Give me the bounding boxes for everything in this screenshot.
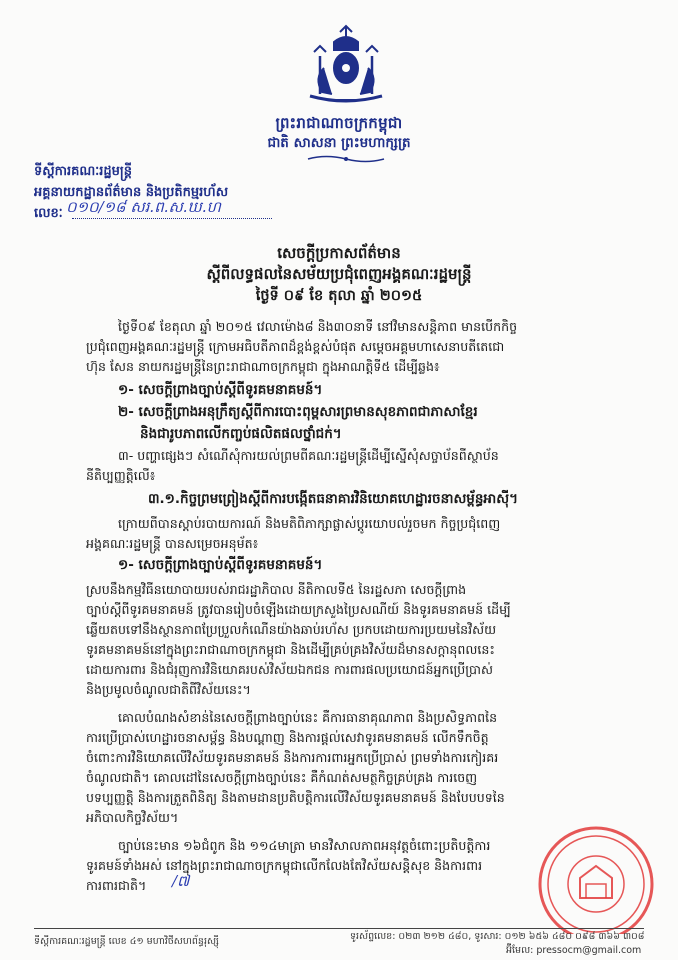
body-line: និងប្រមូលចំណូលជាតិពីវិស័យនេះ។ bbox=[86, 682, 251, 697]
discussion-line: ក្រោយពីបានស្ដាប់របាយការណ៍ និងមតិពិភាក្សាផ្លាស់ប្ដូរយោបល់រួចមក កិច្ចប្រជុំពេញ bbox=[118, 516, 501, 531]
body-line: អភិបាលកិច្ចវិស័យ។ bbox=[86, 810, 179, 825]
body-line: ស្របនឹងកម្មវិធីនយោបាយរបស់រាជរដ្ឋាភិបាល នីតិកាលទី៥ នៃរដ្ឋសភា សេចក្ដីព្រាង bbox=[86, 582, 467, 597]
intro-line: ប្រជុំពេញអង្គគណៈរដ្ឋមន្ត្រី ក្រោមអធិបតីភាពដ៏ខ្ពង់ខ្ពស់បំផុត សម្ដេចអគ្គមហាសេនាបតីតេជោ bbox=[86, 339, 505, 354]
intro-line: ហ៊ុន សែន នាយករដ្ឋមន្ត្រីនៃព្រះរាជាណាចក្រកម្ពុជា ក្នុងអាណត្តិទី៥ ដើម្បីឆ្លង៖ bbox=[86, 359, 440, 374]
body-line: ទូរគមនាគមន៍នៅក្នុងព្រះរាជាណាចក្រកម្ពុជា និងដើម្បីគ្រប់គ្រងវិស័យដ៏មានសក្ដានុពលនេះ bbox=[86, 642, 495, 657]
body-line: បទប្បញ្ញត្តិ និងការត្រួតពិនិត្យ និងតាមដានប្រតិបត្តិការលើវិស័យទូរគមនាគមន៍ និងបែបបទនៃ bbox=[86, 790, 505, 805]
kingdom-heading: ព្រះរាជាណាចក្រកម្ពុជា bbox=[275, 114, 403, 132]
agenda-item: នីតិប្បញ្ញត្តិលើ៖ bbox=[86, 468, 156, 483]
footer-address: ទីស្ដីការគណៈរដ្ឋមន្ត្រី លេខ ៤១ មហាវិថីសហព័ន្ធរុស្ស៊ី bbox=[34, 936, 219, 947]
agenda-item: ៣- បញ្ហាផ្សេងៗ សំណើសុំការយល់ព្រមពីគណៈរដ្ឋមន្ត្រីដើម្បីស្នើសុំសច្ចាប័នពីស្ថាប័ន bbox=[118, 448, 499, 463]
document-title: សេចក្ដីប្រកាសព័ត៌មាន bbox=[277, 244, 401, 262]
decision-heading: ១- សេចក្ដីព្រាងច្បាប់ស្ដីពីទូរគមនាគមន៍។ bbox=[118, 557, 323, 573]
body-line: ច្បាប់ស្ដីពីទូរគមនាគមន៍ ត្រូវបានរៀបចំឡើងដោយក្រសួងប្រៃសណីយ៍ និងទូរគមនាគមន៍ ដើម្បី bbox=[86, 602, 511, 617]
body-line: ដោយការពារ និងជំរុញការវិនិយោគរបស់វិស័យឯកជន ការពារផលប្រយោជន៍អ្នកប្រើប្រាស់ bbox=[86, 662, 493, 677]
body-line: ឆ្លើយតបទៅនឹងស្ថានភាពប្រែប្រួលកំណើនយ៉ាងឆាប់រហ័ស ប្រកបដោយការប្រយមនៃវិស័យ bbox=[86, 622, 497, 637]
national-motto: ជាតិ សាសនា ព្រះមហាក្សត្រ bbox=[267, 135, 411, 151]
body-line: ការពារជាតិ។ bbox=[86, 878, 147, 893]
agenda-sub-item: ៣.១.កិច្ចព្រមព្រៀងស្ដីពីការបង្កើតធនាគារវិនិយោគហេដ្ឋារចនាសម្ព័ន្ធអាស៊ី។ bbox=[148, 491, 519, 507]
body-line: ចំពោះការវិនិយោគលើវិស័យទូរគមនាគមន៍ និងការការពារអ្នកប្រើប្រាស់ ព្រមទាំងការកៀរគរ bbox=[86, 750, 499, 765]
body-line: គោលបំណងសំខាន់នៃសេចក្ដីព្រាងច្បាប់នេះ គឺការធានាគុណភាព និងប្រសិទ្ធភាពនៃ bbox=[118, 710, 498, 725]
document-subtitle: ស្ដីពីលទ្ធផលនៃសម័យប្រជុំពេញអង្គគណៈរដ្ឋមន្ត្រី bbox=[206, 265, 472, 283]
page-mark-handwritten: /៧ bbox=[172, 872, 190, 890]
agenda-item: ២- សេចក្ដីព្រាងអនុក្រឹត្យស្ដីពីការបោះពុម្ពសារព្រមានសុខភាពជាភាសាខ្មែរ bbox=[118, 404, 478, 420]
body-line: ចំណូលជាតិ។ គោលដៅនៃសេចក្ដីព្រាងច្បាប់នេះ គឺកំណត់សមត្ថកិច្ចគ្រប់គ្រង ការចេញ bbox=[86, 770, 478, 785]
footer-phone: ទូរស័ព្ទលេខ: ០២៣ ២១២ ៤៨០, ទូរសារ: ០១២ ៦៥៦ ៤៨០ ០៩៨ ៣៦៦ ៣០៨ bbox=[350, 931, 645, 942]
document-date: ថ្ងៃទី ០៩ ខែ តុលា ឆ្នាំ ២០១៥ bbox=[255, 288, 423, 304]
body-line: ទូរគមន៍ទាំងអស់ នៅក្នុងព្រះរាជាណាចក្រកម្ពុជាលើកលែងតែវិស័យសន្តិសុខ និងការពារ bbox=[86, 858, 483, 873]
official-red-seal-stamp bbox=[514, 816, 664, 934]
reference-label: លេខៈ bbox=[34, 206, 63, 221]
reference-number-handwritten: ០១០/១៨ សរ.ព.ស.ឃ.ហ bbox=[66, 198, 221, 216]
agenda-item: ១- សេចក្ដីព្រាងច្បាប់ស្ដីពីទូរគមនាគមន៍។ bbox=[118, 382, 323, 398]
footer-divider bbox=[34, 928, 644, 929]
ministry-name: ទីស្ដីការគណៈរដ្ឋមន្ត្រី bbox=[34, 164, 132, 179]
intro-line: ថ្ងៃទី០៩ ខែតុលា ឆ្នាំ ២០១៥ វេលាម៉ោង៨ និង៣០នាទី នៅវិមានសន្តិភាព មានបើកកិច្ច bbox=[118, 319, 518, 334]
ornament-divider bbox=[306, 154, 386, 164]
department-name: អគ្គនាយកដ្ឋានព័ត៌មាន និងប្រតិកម្មរហ័ស bbox=[34, 185, 229, 200]
body-line: ការប្រើប្រាស់ហេដ្ឋារចនាសម្ព័ន្ធ និងបណ្ដាញ និងការផ្ដល់សេវាទូរគមនាគមន៍ លើកទឹកចិត្ត bbox=[86, 730, 489, 745]
royal-coat-of-arms-emblem bbox=[300, 22, 392, 106]
body-line: ច្បាប់នេះមាន ១៦ជំពូក និង ១១៤មាត្រា មានវិសាលភាពអនុវត្តចំពោះប្រតិបត្តិការ bbox=[118, 838, 491, 853]
discussion-line: អង្គគណៈរដ្ឋមន្ត្រី បានសម្រេចអនុម័ត៖ bbox=[86, 536, 259, 551]
footer-email: អ៊ីមែល: pressocm@gmail.com bbox=[506, 945, 642, 956]
agenda-item: និងជារូបភាពលើកញ្ចប់ផលិតផលថ្នាំជក់។ bbox=[140, 426, 342, 442]
